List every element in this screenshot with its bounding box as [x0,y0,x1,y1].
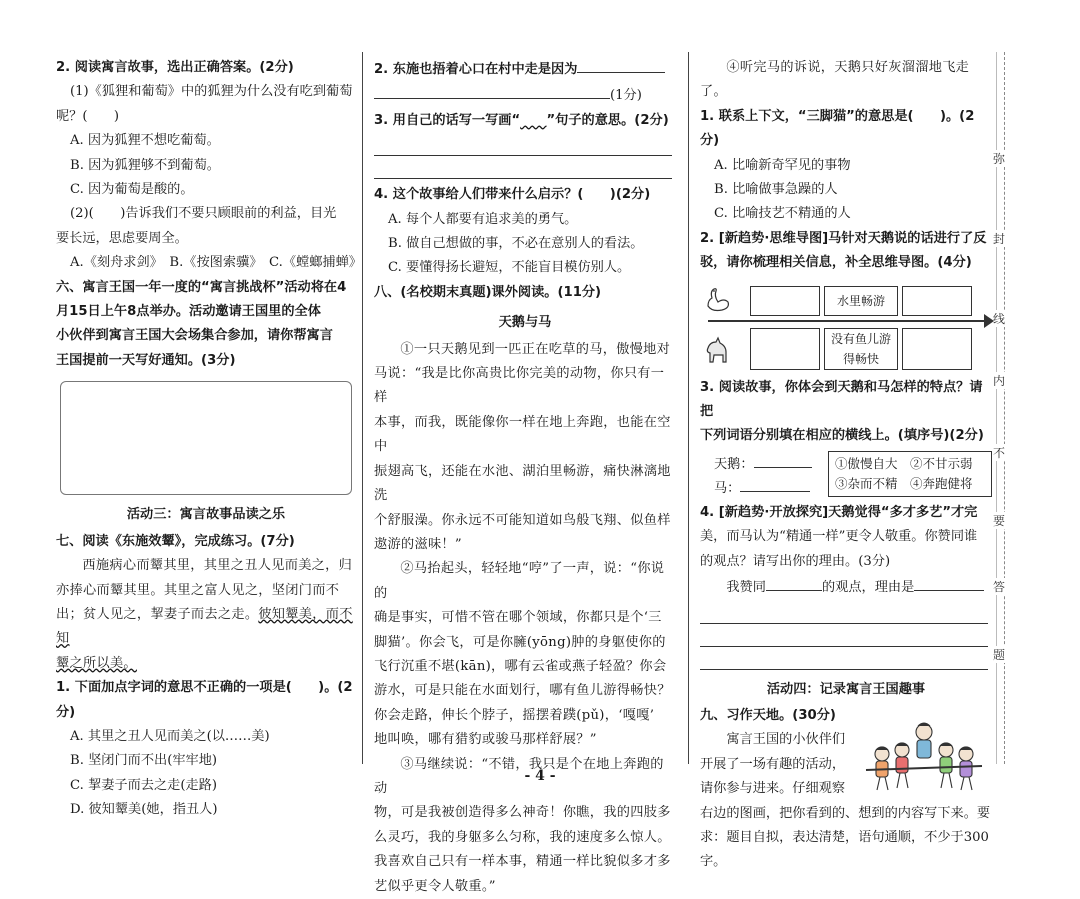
option: C. 要懂得扬长避短，不能盲目模仿别人。 [388,260,631,276]
option: B. 因为狐狸够不到葡萄。 [70,157,220,173]
passage-line: 出；贫人见之，挈妻子而去之走。彼知颦美，而不知 [56,606,353,647]
margin-char: 题 [988,646,1010,663]
margin-char: 内 [988,372,1010,389]
option: B. 比喻做事急躁的人 [714,182,838,198]
passage-line: ④听完马的诉说，天鹅只好灰溜溜地飞走了。 [700,60,970,100]
margin-char: 要 [988,512,1010,529]
wavy-underlined-sentence: 颦之所以美。 [56,655,137,671]
horse-answer-blank[interactable] [740,475,810,492]
map-arrow [984,314,994,328]
answer-blank[interactable] [914,574,984,591]
passage-line: 飞行沉重不堪(kān)，哪有云雀或燕子轻盈？你会 [374,658,667,674]
margin-char: 答 [988,578,1010,595]
option: A. 因为狐狸不想吃葡萄。 [70,133,220,149]
passage-line: 脚猫’。你会飞，可是你臃(yōng)肿的身躯使你的 [374,634,666,650]
margin-char: 弥 [988,150,1010,167]
question-text: 美，而马认为“精通一样”更令人敬重。你赞同谁 [700,529,978,545]
section-title: 九、习作天地。(30分) [700,707,836,723]
question-text: 的观点？请写出你的理由。(3分) [700,553,891,569]
passage-line: 个舒服澡。你永远不可能知道如鸟般飞翔、似鱼样 [374,512,671,528]
answer-blank[interactable] [374,82,610,99]
answer-line[interactable] [374,133,672,156]
option: B. 坚闭门而不出(牢牢地) [70,753,218,769]
page-number: - 4 - [524,768,556,784]
margin-char: 不 [988,444,1010,461]
question-text: (2)( )告诉我们不要只顾眼前的利益，目光 [70,206,337,222]
passage-line: 艺似乎更令人敬重。” [374,878,496,894]
paragraph-2 [374,557,676,752]
column-right [700,56,992,875]
prompt-line: 求：题目自拟，表达清楚，语句通顺，不少于300字。 [700,829,989,870]
question-line: 我赞同 的观点，理由是 [700,574,992,600]
column-divider [362,52,363,764]
section-title: 小伙伴到寓言王国大会场集合参加，请你帮寓言 [56,328,333,344]
passage-line: ③马继续说：“不错，我只是个在地上奔跑的动 [374,756,664,796]
passage-line: 马说：“我是比你高贵比你完美的动物，你只有一样 [374,366,665,406]
option: A. 每个人都要有追求美的勇气。 [388,211,578,227]
question-title: 3. 阅读故事，你体会到天鹅和马怎样的特点？请把 [700,379,983,420]
word-bank: ①傲慢自大 ②不甘示弱 ③杂而不精 ④奔跑健将 [828,451,992,497]
passage-line: 振翅高飞，还能在水池、湖泊里畅游，痛快淋漓地洗 [374,463,671,504]
question-title: 1. 下面加点字词的意思不正确的一项是( )。(2分) [56,680,353,720]
map-axis [708,320,990,322]
map-blank-box[interactable] [902,286,972,316]
fill-in-area: 天鹅： 马： ①傲慢自大 ②不甘示弱 ③杂而不精 ④奔跑健将 [700,449,992,501]
map-blank-box[interactable] [750,286,820,316]
wavy-line-sample [520,113,546,128]
question-line: 3. 用自己的话写一写画“ ”句子的意思。(2分) [374,112,669,128]
section-title: 王国提前一天写好通知。(3分) [56,352,236,368]
answer-blank[interactable] [766,574,822,591]
answer-line[interactable] [700,624,988,647]
answer-blank[interactable] [577,56,665,73]
story-title: 天鹅与马 [498,315,552,331]
question-title: 4. 这个故事给人们带来什么启示？( )(2分) [374,187,651,203]
margin-char: 线 [988,310,1010,327]
paragraph-1 [374,338,676,558]
passage-line: 西施病心而颦其里，其里之丑人见而美之，归 [82,558,353,574]
passage-line: 本事，而我，既能像你一样在地上奔跑，也能在空中 [374,414,671,455]
question-title: 2. 阅读寓言故事，选出正确答案。(2分) [56,60,294,75]
swan-icon [702,286,732,314]
column-left [56,56,362,823]
column-divider [688,52,689,764]
question-title: 驳，请你梳理相关信息，补全思维导图。(4分) [700,255,972,271]
activity-title: 活动四：记录寓言王国趣事 [766,681,926,697]
passage-line [56,652,356,676]
question-text: 呢？( ) [56,108,120,124]
passage-line: 确是事实，可惜不管在哪个领域，你都只是个‘三 [374,610,662,626]
margin-char: 封 [988,230,1010,247]
prompt-line: 寓言王国的小伙伴们 [726,732,846,748]
question-line: 2. 东施也捂着心口在村中走是因为 [374,56,676,82]
map-blank-box[interactable] [902,328,972,370]
passage-line: 么灵巧，我的身躯多么匀称，我的速度多么惊人。 [374,829,671,845]
passage-line: 亦捧心而颦其里。其里之富人见之，坚闭门而不 [56,582,340,598]
question-text: 要长远，思虑要周全。 [56,230,188,246]
passage-line: ②马抬起头，轻轻地“哼”了一声，说：“你说的 [374,561,665,601]
map-blank-box[interactable] [750,328,820,370]
map-box: 水里畅游 [824,286,898,316]
question-text: (1)《狐狸和葡萄》中的狐狸为什么没有吃到葡萄 [70,84,353,100]
option: A. 其里之丑人见而美之(以……美) [70,728,270,744]
passage-line: 物，可是我被创造得多么神奇！你瞧，我的四肢多 [374,805,671,821]
question-title: 下列词语分别填在相应的横线上。(填序号)(2分) [700,428,984,444]
question-line: (1分) [374,82,676,108]
section-title: 八、(名校期末真题)课外阅读。(11分) [374,284,602,300]
horse-icon [702,336,732,366]
question-title: 4. [新趋势·开放探究]天鹅觉得“多才多艺”才完 [700,504,978,520]
answer-line[interactable] [700,601,988,624]
prompt-line: 开展了一场有趣的活动， [700,756,846,772]
option: C. 比喻技艺不精通的人 [714,206,851,222]
option: B. 做自己想做的事，不必在意别人的看法。 [388,236,644,252]
passage-line: ①一只天鹅见到一匹正在吃草的马，傲慢地对 [400,341,671,357]
notice-answer-box[interactable] [60,381,352,495]
option: A.《刻舟求剑》 B.《按图索骥》 C.《螳螂捕蝉》 [70,255,362,271]
passage-line: 遨游的滋味！” [374,536,462,552]
map-box: 没有鱼儿游 得畅快 [824,328,898,370]
answer-line[interactable] [700,647,988,670]
passage-line: 游水，可是只能在水面划行，哪有鱼儿游得畅快？ [374,683,671,699]
answer-line[interactable] [374,156,672,179]
section-title: 月15日上午8点举办。活动邀请王国里的全体 [56,304,321,320]
wavy-underlined-sentence: 彼知颦美，而不知 [56,606,353,647]
option: A. 比喻新奇罕见的事物 [714,157,851,173]
section-title: 六、寓言王国一年一度的“寓言挑战杯”活动将在4 [56,279,347,295]
passage-line: 我喜欢自己只有一样本事，精通一样比貌似多才多 [374,854,671,870]
passage-line: 地叫唤，哪有猎豹或骏马那样舒展？” [374,732,597,748]
passage-line: 你会走路，伸长个脖子，摇摆着蹼(pǔ)，‘嘎嘎’ [374,707,655,723]
question-title: 2. [新趋势·思维导图]马针对天鹅说的话进行了反 [700,230,987,246]
activity-title: 活动三：寓言故事品读之乐 [126,507,286,523]
option: C. 挈妻子而去之走(走路) [70,777,217,793]
prompt-line: 请你参与进来。仔细观察 [700,781,846,797]
question-title: 1. 联系上下文，“三脚猫”的意思是( )。(2分) [700,108,975,149]
swan-answer-blank[interactable] [754,451,812,468]
section-title: 七、阅读《东施效颦》，完成练习。(7分) [56,533,295,549]
prompt-line: 右边的图画，把你看到的、想到的内容写下来。要 [700,805,991,821]
option: D. 彼知颦美(她，指丑人) [70,802,218,818]
option: C. 因为葡萄是酸的。 [70,182,194,198]
writing-prompt [700,728,992,874]
mind-map [700,282,992,372]
